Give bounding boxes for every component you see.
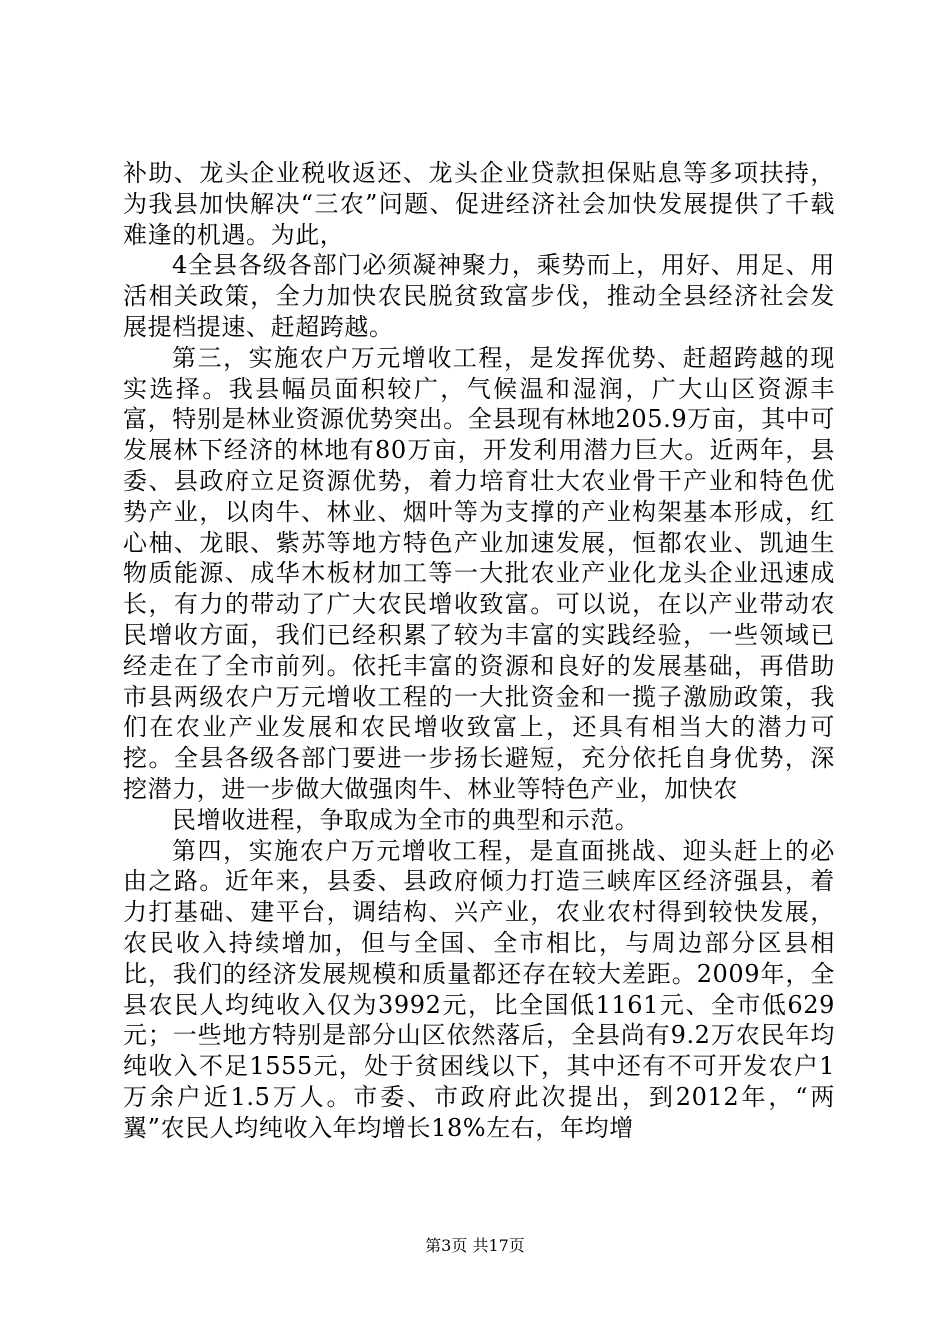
page-number-label: 第3页 共17页 (425, 1236, 525, 1255)
paragraph-2: 4全县各级各部门必须凝神聚力，乘势而上，用好、用足、用活相关政策，全力加快农民脱贫致富步伐，推动全县经济社会发展提档提速、赶超跨越。 (123, 251, 835, 341)
paragraph-1: 补助、龙头企业税收返还、龙头企业贷款担保贴息等多项扶持，为我县加快解决“三农”问题、促进经济社会加快发展提供了千载难逢的机遇。为此， (123, 159, 835, 249)
body-text (123, 158, 835, 1144)
paragraph-4: 民增收进程，争取成为全市的典型和示范。 (172, 805, 640, 834)
paragraph-3: 第三，实施农户万元增收工程，是发挥优势、赶超跨越的现实选择。我县幅员面积较广，气候温和湿润，广大山区资源丰富，特别是林业资源优势突出。全县现有林地205.9万亩，其中可发展林下经济的林地有80万亩，开发利用潜力巨大。近两年，县委、县政府立足资源优势，着力培育壮大农业骨干产业和特色优势产业，以肉牛、林业、烟叶等为支撑的产业构架基本形成，红心柚、龙眼、紫苏等地方特色产业加速发展，恒都农业、凯迪生物质能源、成华木板材加工等一大批农业产业化龙头企业迅速成长，有力的带动了广大农民增收致富。可以说，在以产业带动农民增收方面，我们已经积累了较为丰富的实践经验，一些领域已经走在了全市前列。依托丰富的资源和良好的发展基础，再借助市县两级农户万元增收工程的一大批资金和一揽子激励政策，我们在农业产业发展和农民增收致富上，还具有相当大的潜力可挖。全县各级各部门要进一步扬长避短，充分依托自身优势，深挖潜力，进一步做大做强肉牛、林业等特色产业，加快农 (123, 343, 835, 803)
paragraph-5: 第四，实施农户万元增收工程，是直面挑战、迎头赶上的必由之路。近年来，县委、县政府倾力打造三峡库区经济强县，着力打基础、建平台，调结构、兴产业，农业农村得到较快发展，农民收入持续增加，但与全国、全市相比，与周边部分区县相比，我们的经济发展规模和质量都还存在较大差距。2009年，全县农民人均纯收入仅为3992元，比全国低1161元、全市低629元；一些地方特别是部分山区依然落后，全县尚有9.2万农民年均纯收入不足1555元，处于贫困线以下，其中还有不可开发农户1万余户近1.5万人。市委、市政府此次提出，到2012年，“两翼”农民人均纯收入年均增长18%左右，年均增 (123, 836, 835, 1142)
page-footer (0, 1236, 950, 1256)
